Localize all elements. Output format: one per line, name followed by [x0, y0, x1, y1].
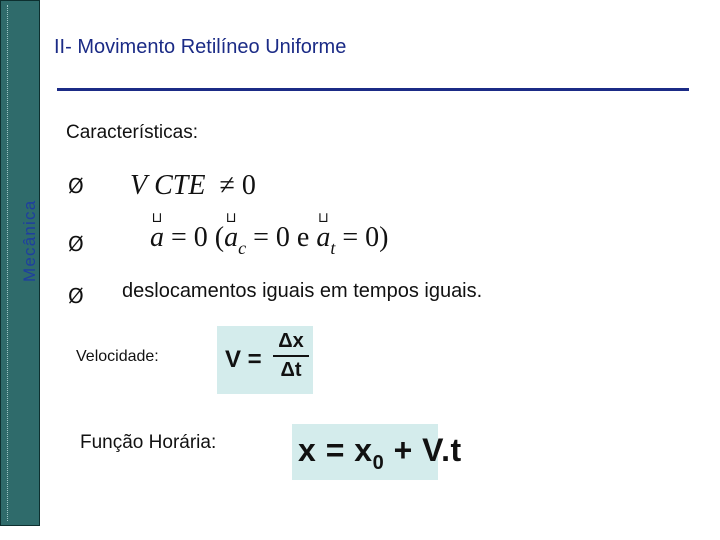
vector-at: ⊔ a — [316, 210, 331, 253]
funcao-horaria-label: Função Horária: — [80, 432, 217, 453]
velocidade-label: Velocidade: — [76, 348, 159, 365]
conjunction-e: e — [296, 222, 310, 253]
formula-expression: $x = x_0 + V.t$ — [298, 432, 462, 474]
equals-symbol: = — [342, 222, 359, 253]
numerator: Δx — [278, 330, 304, 352]
open-paren: ( — [214, 222, 225, 253]
equals-symbol: = — [171, 222, 187, 253]
vector-arrow-icon: ⊔ — [317, 210, 329, 226]
subscript-c: c — [238, 238, 247, 258]
v-symbol: V — [130, 170, 148, 201]
bullet-arrow-icon: Ø — [68, 174, 84, 198]
funcao-horaria-formula — [292, 424, 462, 480]
bullet-1-equation — [130, 170, 256, 202]
vector-ac: ⊔ a — [224, 210, 239, 253]
zero-symbol: 0 — [365, 222, 380, 253]
neq-symbol: ≠ — [219, 170, 235, 201]
velocidade-formula — [217, 326, 313, 394]
bullet-arrow-icon: Ø — [68, 284, 84, 308]
title-divider — [57, 88, 689, 91]
fraction — [273, 330, 309, 382]
bullet-arrow-icon: Ø — [68, 232, 84, 256]
cte-symbol: CTE — [154, 170, 206, 201]
fraction-bar — [273, 355, 309, 357]
zero-symbol: 0 — [241, 170, 256, 201]
subheading: Características: — [66, 122, 198, 143]
bullet-2-equation — [150, 210, 389, 258]
formula-lhs: V = — [225, 346, 262, 373]
vector-a: ⊔ a — [150, 210, 164, 253]
slide-title: II- Movimento Retilíneo Uniforme — [54, 36, 347, 58]
section-label: Mecânica — [20, 199, 39, 282]
zero-symbol: 0 — [193, 222, 208, 253]
subscript-zero: 0 — [372, 452, 385, 474]
vector-arrow-icon: ⊔ — [151, 210, 163, 226]
zero-symbol: 0 — [275, 222, 290, 253]
close-paren: ) — [379, 222, 389, 253]
equals-symbol: = — [253, 222, 269, 253]
side-band-edge — [7, 5, 10, 521]
bullet-3-text: deslocamentos iguais em tempos iguais. — [122, 280, 483, 302]
vector-arrow-icon: ⊔ — [225, 210, 237, 226]
subscript-t: t — [330, 238, 336, 258]
denominator: Δt — [280, 359, 302, 381]
